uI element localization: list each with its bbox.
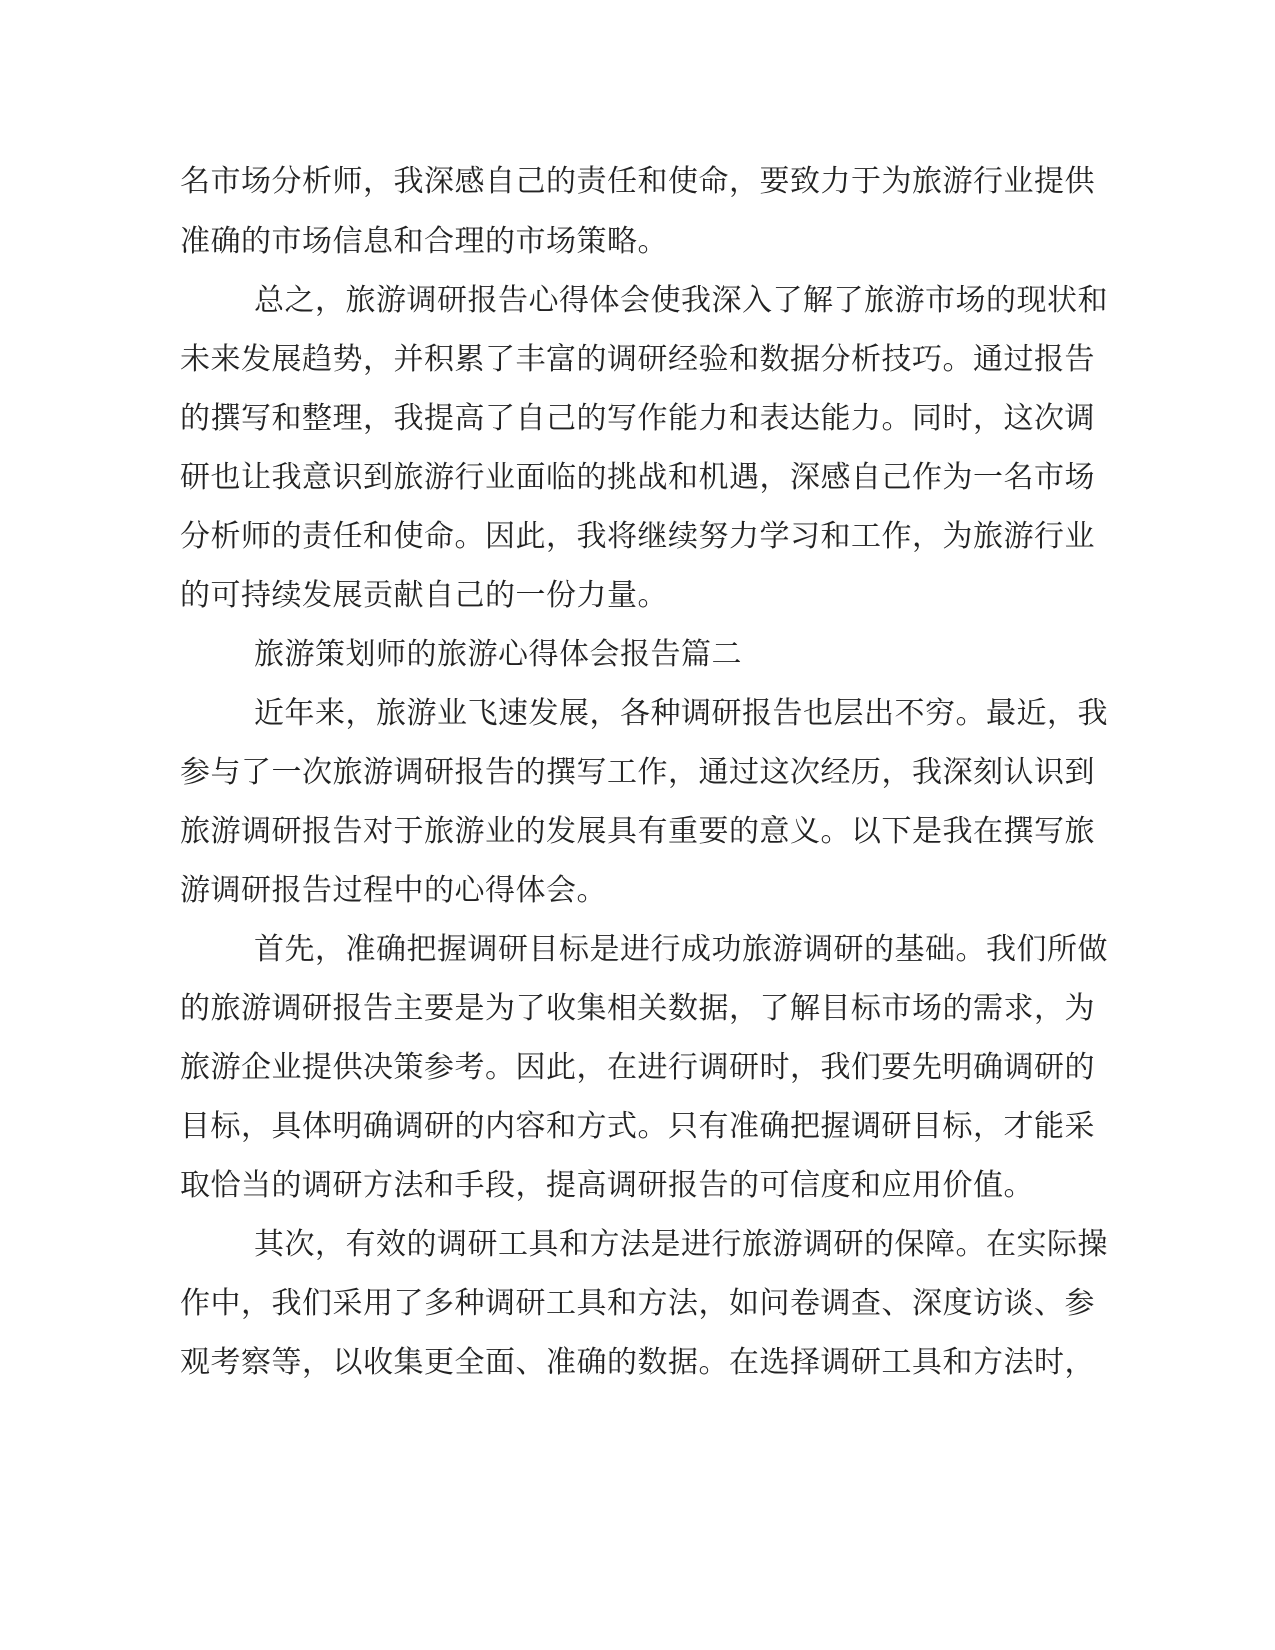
line-continuation: 作中，我们采用了多种调研工具和方法，如问卷调查、深度访谈、参 xyxy=(180,1286,1095,1321)
line-continuation: 观考察等，以收集更全面、准确的数据。在选择调研工具和方法时， xyxy=(180,1345,1095,1380)
paragraph-start: 首先，准确把握调研目标是进行成功旅游调研的基础。我们所做 xyxy=(254,932,1108,967)
section-heading: 旅游策划师的旅游心得体会报告篇二 xyxy=(254,637,742,672)
line-continuation: 取恰当的调研方法和手段，提高调研报告的可信度和应用价值。 xyxy=(180,1168,1034,1203)
line-continuation: 游调研报告过程中的心得体会。 xyxy=(180,873,607,908)
line-continuation: 未来发展趋势，并积累了丰富的调研经验和数据分析技巧。通过报告 xyxy=(180,342,1095,377)
paragraph-start: 其次，有效的调研工具和方法是进行旅游调研的保障。在实际操 xyxy=(254,1227,1108,1262)
line-continuation: 旅游企业提供决策参考。因此，在进行调研时，我们要先明确调研的 xyxy=(180,1050,1095,1085)
line-continuation: 的旅游调研报告主要是为了收集相关数据，了解目标市场的需求，为 xyxy=(180,991,1095,1026)
line-continuation: 分析师的责任和使命。因此，我将继续努力学习和工作，为旅游行业 xyxy=(180,519,1095,554)
line-continuation: 准确的市场信息和合理的市场策略。 xyxy=(180,224,668,259)
line-continuation: 研也让我意识到旅游行业面临的挑战和机遇，深感自己作为一名市场 xyxy=(180,460,1095,495)
paragraph-start: 近年来，旅游业飞速发展，各种调研报告也层出不穷。最近，我 xyxy=(254,696,1108,731)
line-continuation: 旅游调研报告对于旅游业的发展具有重要的意义。以下是我在撰写旅 xyxy=(180,814,1095,849)
line-continuation: 的可持续发展贡献自己的一份力量。 xyxy=(180,578,668,613)
paragraph-start: 总之，旅游调研报告心得体会使我深入了解了旅游市场的现状和 xyxy=(254,283,1108,318)
line-continuation: 参与了一次旅游调研报告的撰写工作，通过这次经历，我深刻认识到 xyxy=(180,755,1095,790)
line-continuation: 目标，具体明确调研的内容和方式。只有准确把握调研目标，才能采 xyxy=(180,1109,1095,1144)
line-continuation: 名市场分析师，我深感自己的责任和使命，要致力于为旅游行业提供 xyxy=(180,164,1095,199)
line-continuation: 的撰写和整理，我提高了自己的写作能力和表达能力。同时，这次调 xyxy=(180,401,1095,436)
